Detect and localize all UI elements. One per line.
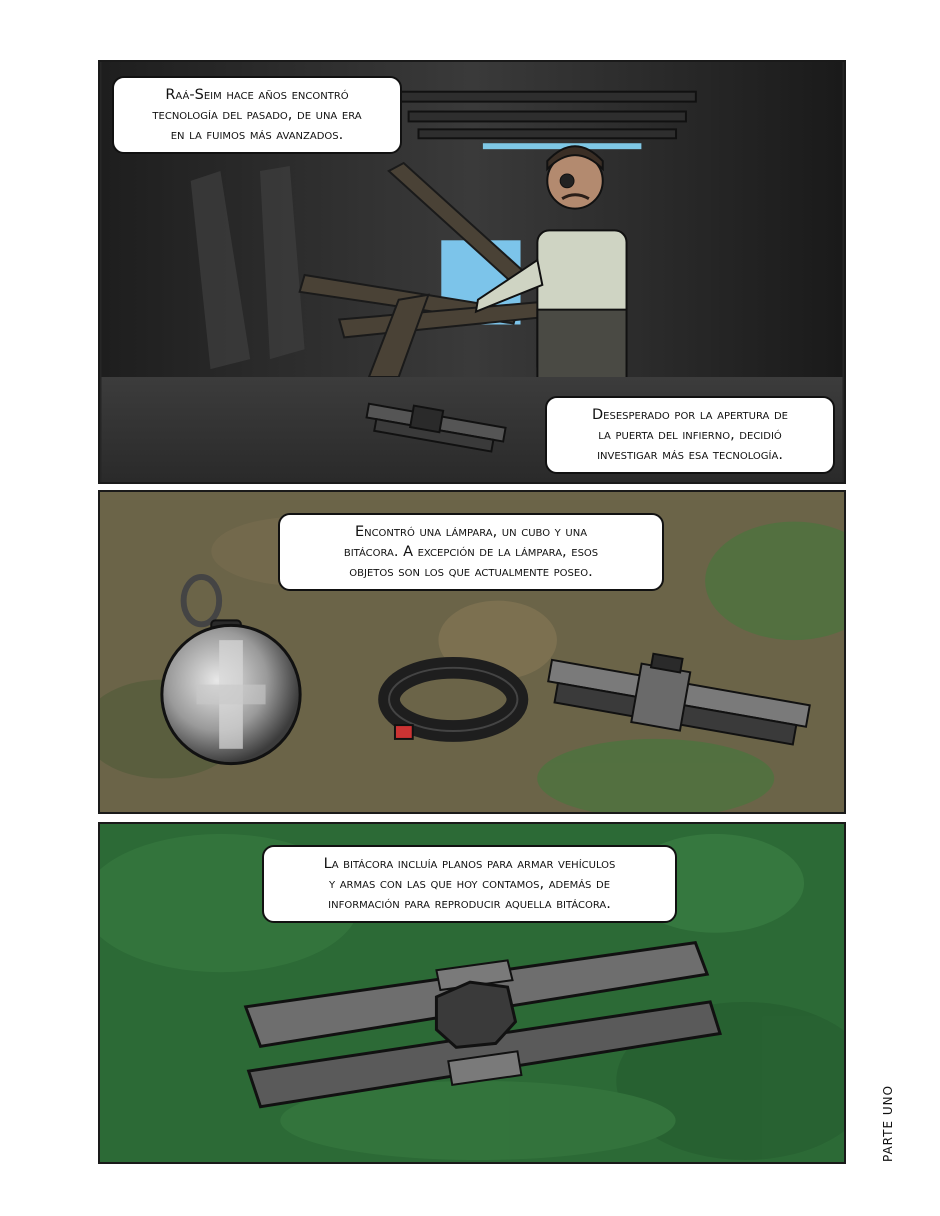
caption-line: Desesperado por la apertura de	[592, 407, 788, 423]
caption-line: en la fuimos más avanzados.	[170, 127, 344, 143]
page-section-label: PARTE UNO	[881, 1084, 895, 1162]
caption-panel3	[262, 845, 677, 923]
caption-line: la puerta del infierno, decidió	[598, 427, 782, 443]
caption-line: La bitácora incluía planos para armar vehículos	[323, 856, 616, 872]
caption-panel1-bottom	[545, 396, 835, 474]
ceiling-beams	[399, 92, 696, 139]
caption-line: tecnología del pasado, de una era	[152, 107, 362, 123]
caption-panel2	[278, 513, 664, 591]
caption-line: información para reproducir aquella bitácora.	[328, 896, 611, 912]
caption-line: investigar más esa tecnología.	[597, 447, 783, 463]
caption-line: Raá-Seim hace años encontró	[165, 87, 349, 103]
caption-line: Encontró una lámpara, un cubo y una	[354, 524, 588, 540]
caption-line: objetos son los que actualmente poseo.	[349, 564, 593, 580]
caption-line: bitácora. A excepción de la lámpara, esos	[343, 544, 599, 560]
caption-line: y armas con las que hoy contamos, además de	[328, 876, 611, 892]
caption-panel1-top	[112, 76, 402, 154]
